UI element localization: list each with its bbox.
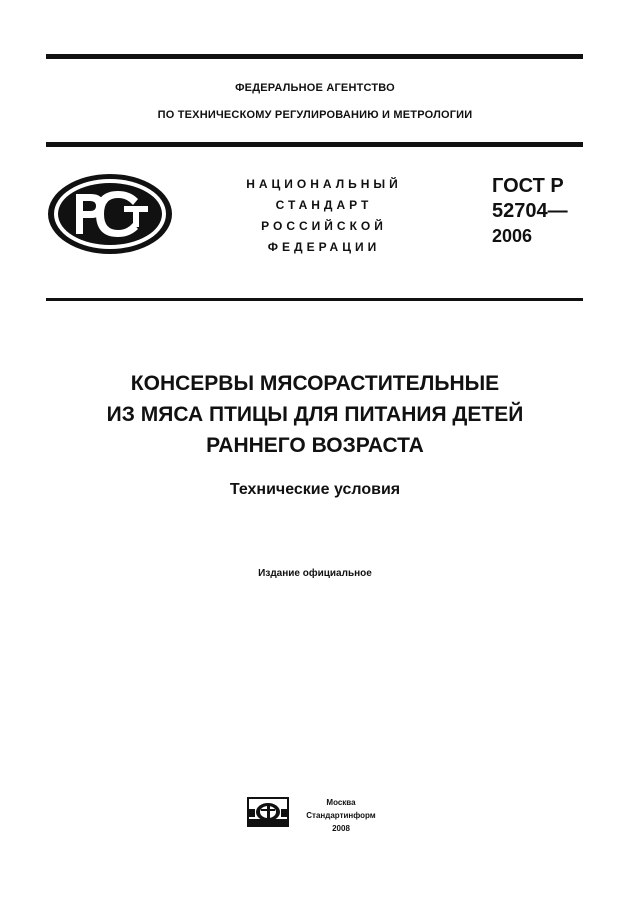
edition-note: Издание официальное [258, 568, 372, 579]
standard-designation-block [492, 174, 568, 249]
standard-designation: ГОСТ Р [492, 175, 564, 197]
standard-type-line: НАЦИОНАЛЬНЫЙ [246, 177, 402, 191]
title-line: РАННЕГО ВОЗРАСТА [206, 434, 424, 457]
top-rule [46, 54, 583, 59]
standard-type-line: СТАНДАРТ [275, 198, 373, 212]
publisher-imprint [293, 796, 389, 835]
title-line: КОНСЕРВЫ МЯСОРАСТИТЕЛЬНЫЕ [130, 372, 500, 395]
publisher-city: Москва [326, 798, 356, 807]
standard-type-line: РОССИЙСКОЙ [261, 219, 387, 233]
publisher-year: 2008 [332, 824, 350, 833]
agency-line-1: ФЕДЕРАЛЬНОЕ АГЕНТСТВО [235, 82, 395, 94]
standard-year: 2006 [492, 226, 533, 246]
middle-rule [46, 298, 583, 301]
standard-type-line: ФЕДЕРАЦИИ [267, 240, 381, 254]
document-title [0, 368, 630, 461]
agency-line-2: ПО ТЕХНИЧЕСКОМУ РЕГУЛИРОВАНИЮ И МЕТРОЛОГИИ [157, 109, 473, 121]
document-subtitle: Технические условия [229, 481, 401, 498]
header-rule [46, 142, 583, 147]
standartinform-logo-icon [247, 797, 289, 827]
standard-type-block [218, 174, 430, 258]
publisher-name: Стандартинформ [306, 811, 376, 820]
gost-r-certification-mark-icon [46, 172, 174, 256]
standard-number: 52704— [492, 200, 568, 222]
title-line: ИЗ МЯСА ПТИЦЫ ДЛЯ ПИТАНИЯ ДЕТЕЙ [106, 403, 524, 426]
